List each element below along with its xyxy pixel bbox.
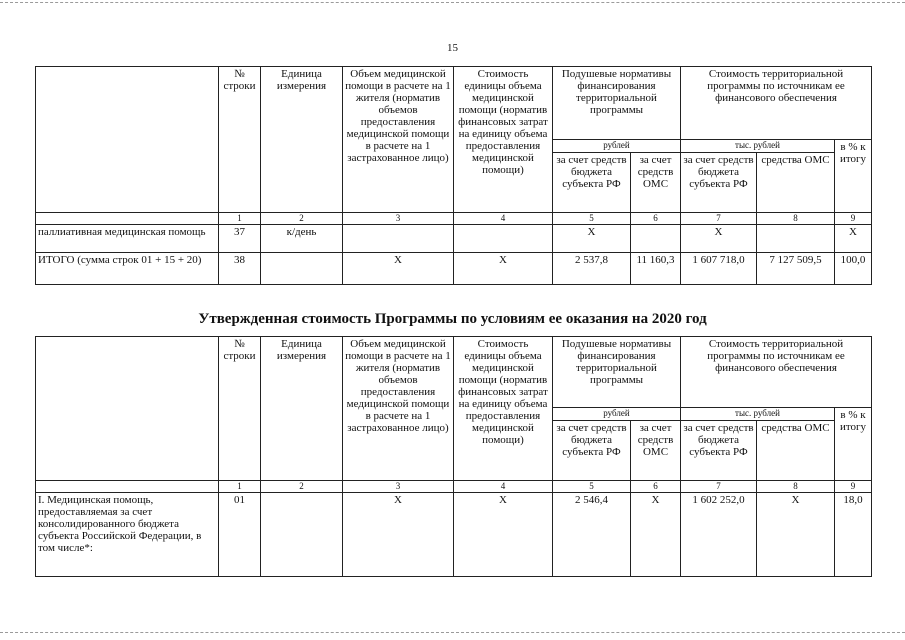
header-volume: Объем медицинской помощи в расчете на 1 жителя (норматив объемов предоставления медицинской помощи в расчете на 1 застрахованное лицо) [343, 67, 454, 213]
column-number: 1 [219, 481, 261, 493]
row-budget-thousand: 1 607 718,0 [681, 253, 757, 285]
column-number: 3 [343, 481, 454, 493]
header-unit: Единица измерения [261, 67, 343, 213]
row-oms-thousand [757, 225, 835, 253]
row-label: паллиативная медицинская помощь [36, 225, 219, 253]
row-unit [261, 253, 343, 285]
header-per-capita: Подушевые нормативы финансирования территориальной программы [553, 337, 681, 408]
column-number: 7 [681, 213, 757, 225]
row-number: 01 [219, 493, 261, 577]
column-number: 8 [757, 481, 835, 493]
header-oms-rub: за счет средств ОМС [631, 421, 681, 481]
header-budget-thousand: за счет средств бюджета субъекта РФ [681, 153, 757, 213]
scan-edge-bottom [0, 632, 905, 633]
header-cost: Стоимость единицы объема медицинской помощи (норматив финансовых затрат на единицу объема предоставления медицинской помощи) [454, 67, 553, 213]
row-cost [454, 225, 553, 253]
header-thousand-rubles: тыс. рублей [681, 408, 835, 421]
cost-by-conditions-table [35, 336, 872, 577]
row-budget-rub: Х [553, 225, 631, 253]
header-program-cost: Стоимость территориальной программы по источникам ее финансового обеспечения [681, 337, 872, 408]
column-number: 2 [261, 213, 343, 225]
column-number: 7 [681, 481, 757, 493]
column-number: 9 [835, 213, 872, 225]
section-title: Утвержденная стоимость Программы по условиям ее оказания на 2020 год [198, 311, 707, 327]
row-percent: 100,0 [835, 253, 872, 285]
row-budget-rub: 2 537,8 [553, 253, 631, 285]
header-budget-rub: за счет средств бюджета субъекта РФ [553, 153, 631, 213]
header-percent: в % к итогу [835, 140, 872, 213]
table-row [36, 225, 872, 253]
row-volume: Х [343, 253, 454, 285]
row-percent: Х [835, 225, 872, 253]
row-unit [261, 493, 343, 577]
scan-edge-top [0, 2, 905, 3]
header-thousand-rubles: тыс. рублей [681, 140, 835, 153]
cost-table-continued [35, 66, 872, 285]
header-budget-rub: за счет средств бюджета субъекта РФ [553, 421, 631, 481]
row-label: ИТОГО (сумма строк 01 + 15 + 20) [36, 253, 219, 285]
column-number: 4 [454, 481, 553, 493]
row-volume: Х [343, 493, 454, 577]
row-budget-rub: 2 546,4 [553, 493, 631, 577]
header-row-no: № строки [219, 67, 261, 213]
header-per-capita: Подушевые нормативы финансирования территориальной программы [553, 67, 681, 140]
row-cost: Х [454, 493, 553, 577]
header-row [36, 337, 872, 408]
column-number: 5 [553, 213, 631, 225]
column-number: 6 [631, 481, 681, 493]
row-oms-rub: Х [631, 493, 681, 577]
row-budget-thousand: 1 602 252,0 [681, 493, 757, 577]
column-number: 1 [219, 213, 261, 225]
header-unit: Единица измерения [261, 337, 343, 481]
header-volume: Объем медицинской помощи в расчете на 1 жителя (норматив объемов предоставления медицинской помощи в расчете на 1 застрахованное лицо) [343, 337, 454, 481]
row-label: I. Медицинская помощь, предоставляемая за счет консолидированного бюджета субъекта Российской Федерации, в том числе*: [36, 493, 219, 577]
header-name-cell [36, 337, 219, 481]
column-number: 2 [261, 481, 343, 493]
table-row [36, 253, 872, 285]
column-number: 4 [454, 213, 553, 225]
header-name-cell [36, 67, 219, 213]
column-number [36, 481, 219, 493]
table-row [36, 493, 872, 577]
row-budget-thousand: Х [681, 225, 757, 253]
row-percent: 18,0 [835, 493, 872, 577]
row-oms-rub [631, 225, 681, 253]
header-row [36, 67, 872, 140]
page-number: 15 [447, 42, 458, 54]
row-oms-rub: 11 160,3 [631, 253, 681, 285]
header-oms-thousand: средства ОМС [757, 153, 835, 213]
header-cost: Стоимость единицы объема медицинской помощи (норматив финансовых затрат на единицу объема предоставления медицинской помощи) [454, 337, 553, 481]
header-row-no: № строки [219, 337, 261, 481]
row-oms-thousand: Х [757, 493, 835, 577]
column-number: 6 [631, 213, 681, 225]
row-number: 37 [219, 225, 261, 253]
row-volume [343, 225, 454, 253]
row-cost: Х [454, 253, 553, 285]
header-budget-thousand: за счет средств бюджета субъекта РФ [681, 421, 757, 481]
header-percent: в % к итогу [835, 408, 872, 481]
table-part-1 [35, 66, 872, 285]
column-number: 5 [553, 481, 631, 493]
column-number-row [36, 213, 872, 225]
header-oms-thousand: средства ОМС [757, 421, 835, 481]
column-number-row [36, 481, 872, 493]
column-number: 8 [757, 213, 835, 225]
header-program-cost: Стоимость территориальной программы по источникам ее финансового обеспечения [681, 67, 872, 140]
row-number: 38 [219, 253, 261, 285]
row-unit: к/день [261, 225, 343, 253]
column-number: 3 [343, 213, 454, 225]
header-rubles: рублей [553, 140, 681, 153]
table-part-2 [35, 336, 872, 577]
column-number: 9 [835, 481, 872, 493]
header-rubles: рублей [553, 408, 681, 421]
header-oms-rub: за счет средств ОМС [631, 153, 681, 213]
column-number [36, 213, 219, 225]
row-oms-thousand: 7 127 509,5 [757, 253, 835, 285]
